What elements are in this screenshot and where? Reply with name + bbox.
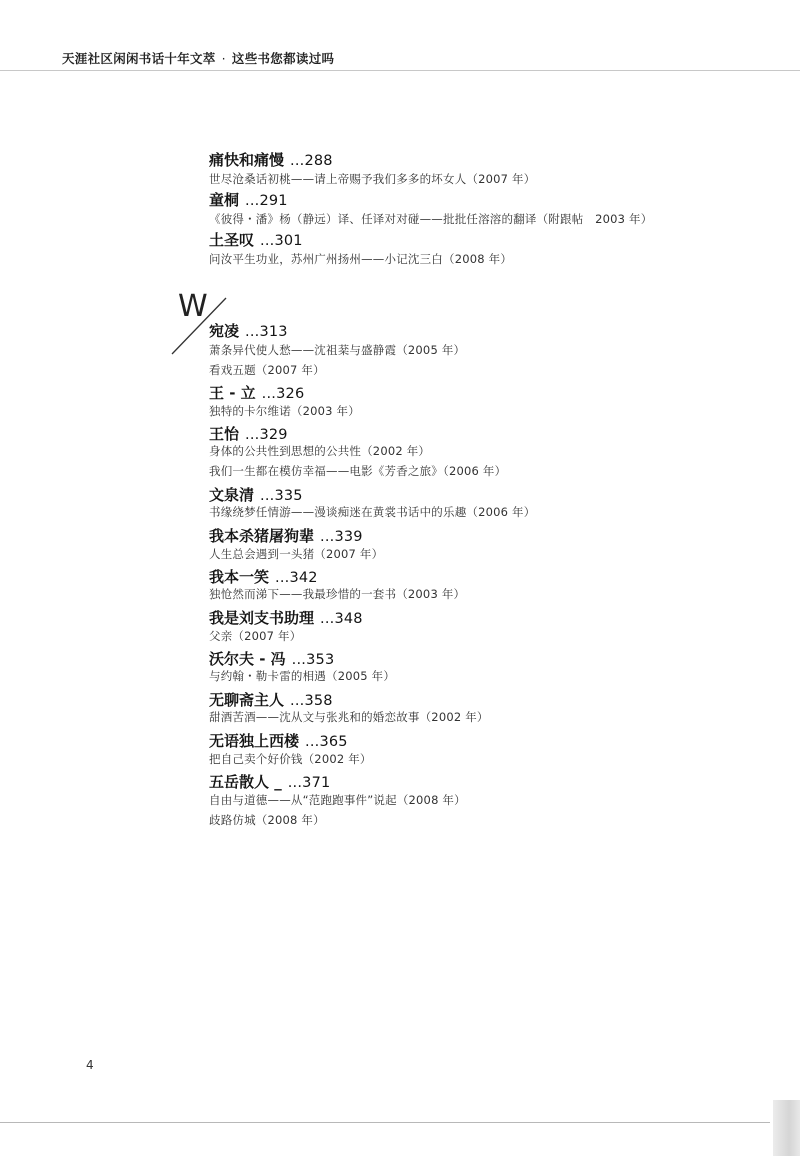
- toc-article: 自由与道德——从“范跑跑事件”说起（2008 年）: [209, 793, 466, 807]
- header-separator: ·: [221, 51, 226, 66]
- page-reference: ...358: [290, 693, 333, 709]
- toc-article: 我们一生都在模仿幸福——电影《芳香之旅》（2006 年）: [209, 464, 507, 478]
- toc-author-entry: [209, 566, 318, 587]
- page-reference: ...353: [291, 652, 335, 668]
- toc-article: 书缘绕梦任情游——漫谈痴迷在黄裳书话中的乐趣（2006 年）: [209, 505, 536, 519]
- author-name: 我本杀猪屠狗辈: [209, 527, 315, 545]
- toc-article: 与约翰・勒卡雷的相遇（2005 年）: [209, 669, 396, 683]
- author-name: 无语独上西楼: [209, 732, 300, 750]
- toc-article: 世尽沧桑话初桃——请上帝赐予我们多多的坏女人（2007 年）: [209, 172, 536, 186]
- toc-author-entry: [209, 484, 303, 505]
- author-name: 我是刘支书助理: [209, 609, 315, 627]
- author-name: 我本一笑: [209, 568, 270, 586]
- author-name: 文泉清: [209, 486, 255, 504]
- toc-author-entry: [209, 320, 288, 341]
- toc-article: 歧路仿城（2008 年）: [209, 813, 325, 827]
- toc-article: 人生总会遇到一头猪（2007 年）: [209, 547, 384, 561]
- toc-author-entry: [209, 229, 303, 250]
- toc-article: 萧条异代使人愁——沈祖棻与盛静霞（2005 年）: [209, 343, 466, 357]
- page-reference: ...339: [320, 529, 363, 545]
- toc-author-entry: [209, 648, 334, 669]
- author-name: 五岳散人 _: [209, 773, 282, 791]
- page-reference: ...291: [245, 193, 288, 209]
- scan-edge-shading: [773, 1100, 800, 1156]
- author-name: 无聊斋主人: [209, 691, 285, 709]
- author-name: 王 - 立: [209, 384, 256, 402]
- page-reference: ...288: [290, 153, 333, 169]
- toc-author-entry: [209, 730, 348, 751]
- page-reference: ...301: [260, 233, 303, 249]
- author-name: 王怡: [209, 425, 240, 443]
- author-name: 痛快和痛慢: [209, 151, 285, 169]
- toc-article: 甜酒苦酒——沈从文与张兆和的婚恋故事（2002 年）: [209, 710, 489, 724]
- toc-author-entry: [209, 382, 304, 403]
- page-number: 4: [86, 1058, 94, 1072]
- toc-author-entry: [209, 607, 363, 628]
- toc-article: 父亲（2007 年）: [209, 629, 302, 643]
- author-name: 沃尔夫 - 冯: [209, 650, 286, 668]
- toc-author-entry: [209, 689, 333, 710]
- author-name: 土圣叹: [209, 231, 255, 249]
- toc-author-entry: [209, 771, 330, 792]
- toc-article: 独特的卡尔维诺（2003 年）: [209, 404, 360, 418]
- page-reference: ...371: [287, 775, 331, 791]
- toc-article: 把自己卖个好价钱（2002 年）: [209, 752, 372, 766]
- toc-article: 看戏五题（2007 年）: [209, 363, 325, 377]
- author-name: 宛凌: [209, 322, 240, 340]
- toc-article: 身体的公共性到思想的公共性（2002 年）: [209, 444, 431, 458]
- page-reference: ...348: [320, 611, 363, 627]
- toc-article: 《彼得・潘》杨（静远）译、任译对对碰——批批任溶溶的翻译（附跟帖 2003 年）: [209, 212, 653, 226]
- toc-article: 问汝平生功业，苏州广州扬州——小记沈三白（2008 年）: [209, 252, 513, 266]
- section-letter: W: [178, 289, 206, 324]
- page-reference: ...326: [261, 386, 305, 402]
- page-reference: ...365: [305, 734, 348, 750]
- page-header: [62, 49, 334, 67]
- header-rule: [0, 70, 800, 71]
- page-reference: ...329: [245, 427, 288, 443]
- footer-rule: [0, 1122, 770, 1123]
- page-reference: ...335: [260, 488, 303, 504]
- toc-author-entry: [209, 189, 288, 210]
- toc-article: 独怆然而涕下——我最珍惜的一套书（2003 年）: [209, 587, 466, 601]
- page-reference: ...313: [245, 324, 288, 340]
- toc-author-entry: [209, 525, 363, 546]
- toc-author-entry: [209, 149, 333, 170]
- section-title: 这些书您都读过吗: [231, 51, 335, 66]
- book-title: 天涯社区闲闲书话十年文萃: [62, 51, 216, 66]
- toc-author-entry: [209, 423, 288, 444]
- page-reference: ...342: [275, 570, 318, 586]
- author-name: 童桐: [209, 191, 240, 209]
